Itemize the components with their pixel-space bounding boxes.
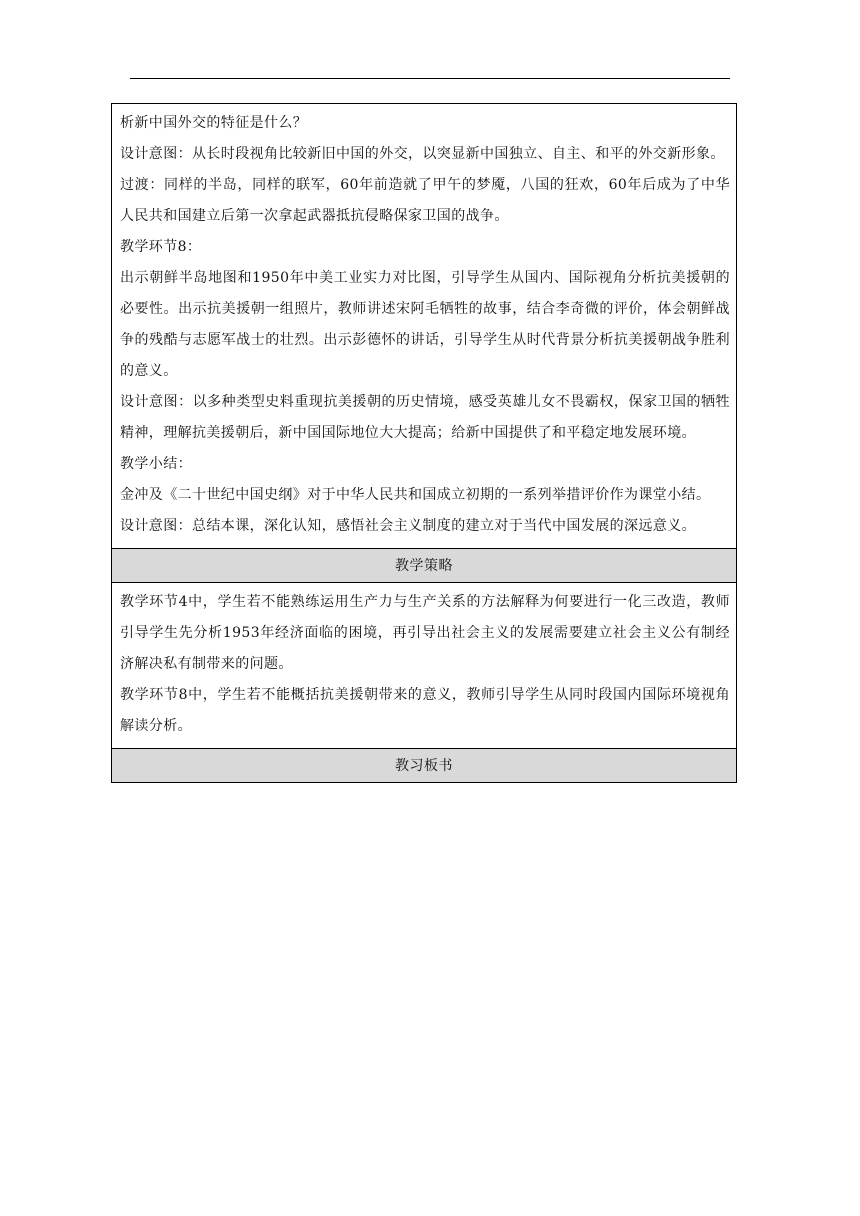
paragraph-strategy-1: 教学环节4中，学生若不能熟练运用生产力与生产关系的方法解释为何要进行一化三改造，教师引导学生先分析1953年经济面临的困境，再引导出社会主义的发展需要建立社会主义公有制经济解决私有制带来的问题。 (120, 594, 730, 672)
paragraph-summary-body: 金冲及《二十世纪中国史纲》对于中华人民共和国成立初期的一系列举措评价作为课堂小结。 (120, 487, 711, 503)
lesson-plan-table (111, 103, 737, 783)
paragraph-question: 析新中国外交的特征是什么？ (120, 115, 308, 131)
paragraph-design-intent-2: 设计意图：以多种类型史料重现抗美援朝的历史情境，感受英雄儿女不畏霸权，保家卫国的牺牲精神，理解抗美援朝后，新中国国际地位大大提高；给新中国提供了和平稳定地发展环境。 (120, 394, 730, 441)
header-rule (130, 78, 730, 79)
paragraph-transition: 过渡：同样的半岛，同样的联军，60年前造就了甲午的梦魇，八国的狂欢，60年后成为了中华人民共和国建立后第一次拿起武器抵抗侵略保家卫国的战争。 (120, 177, 730, 224)
board-header: 教习板书 (112, 748, 736, 782)
paragraph-section-8-heading: 教学环节8： (120, 239, 202, 255)
strategy-header: 教学策略 (112, 548, 736, 582)
teaching-process-cell (112, 104, 736, 548)
paragraph-design-intent-1: 设计意图：从长时段视角比较新旧中国的外交，以突显新中国独立、自主、和平的外交新形象。 (120, 146, 725, 162)
strategy-cell (112, 582, 736, 748)
paragraph-strategy-2: 教学环节8中，学生若不能概括抗美援朝带来的意义，教师引导学生从同时段国内国际环境视角解读分析。 (120, 687, 730, 734)
paragraph-section-8-body: 出示朝鲜半岛地图和1950年中美工业实力对比图，引导学生从国内、国际视角分析抗美援朝的必要性。出示抗美援朝一组照片，教师讲述宋阿毛牺牲的故事，结合李奇微的评价，体会朝鲜战争的残酷与志愿军战士的壮烈。出示彭德怀的讲话，引导学生从时代背景分析抗美援朝战争胜利的意义。 (120, 270, 730, 379)
paragraph-design-intent-3: 设计意图：总结本课，深化认知，感悟社会主义制度的建立对于当代中国发展的深远意义。 (120, 518, 696, 534)
paragraph-summary-heading: 教学小结： (120, 456, 192, 472)
